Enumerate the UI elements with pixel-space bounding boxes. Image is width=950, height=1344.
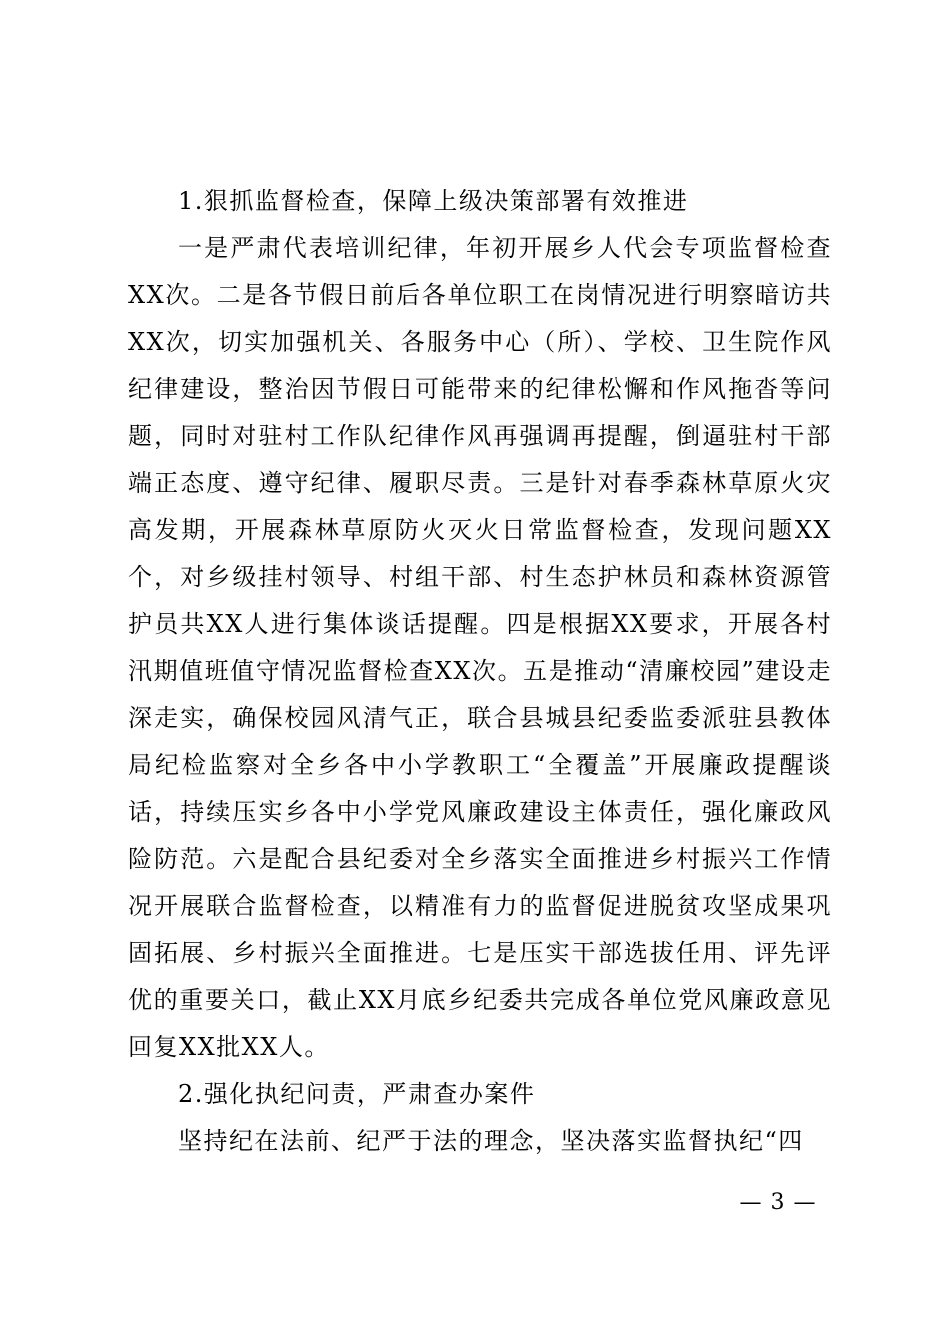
section-paragraph-2: 坚持纪在法前、纪严于法的理念，坚决落实监督执纪“四 xyxy=(178,1127,804,1155)
document-body xyxy=(128,178,832,1165)
section-heading-2: 2.强化执纪问责，严肃查办案件 xyxy=(178,1080,536,1108)
page-number: — 3 — xyxy=(739,1190,817,1215)
section-paragraph-1: 一是严肃代表培训纪律，年初开展乡人代会专项监督检查XX次。二是各节假日前后各单位职工在岗情况进行明察暗访共XX次，切实加强机关、各服务中心（所）、学校、卫生院作风纪律建设，整治因节假日可能带来的纪律松懈和作风拖沓等问题，同时对驻村工作队纪律作风再强调再提醒，倒逼驻村干部端正态度、遵守纪律、履职尽责。三是针对春季森林草原火灾高发期，开展森林草原防火灭火日常监督检查，发现问题XX个，对乡级挂村领导、村组干部、村生态护林员和森林资源管护员共XX人进行集体谈话提醒。四是根据XX要求，开展各村汛期值班值守情况监督检查XX次。五是推动“清廉校园”建设走深走实，确保校园风清气正，联合县城县纪委监委派驻县教体局纪检监察对全乡各中小学教职工“全覆盖”开展廉政提醒谈话，持续压实乡各中小学党风廉政建设主体责任，强化廉政风险防范。六是配合县纪委对全乡落实全面推进乡村振兴工作情况开展联合监督检查，以精准有力的监督促进脱贫攻坚成果巩固拓展、乡村振兴全面推进。七是压实干部选拔任用、评先评优的重要关口，截止XX月底乡纪委共完成各单位党风廉政意见回复XX批XX人。 xyxy=(128,234,832,1061)
section-heading-1: 1.狠抓监督检查，保障上级决策部署有效推进 xyxy=(178,187,689,215)
